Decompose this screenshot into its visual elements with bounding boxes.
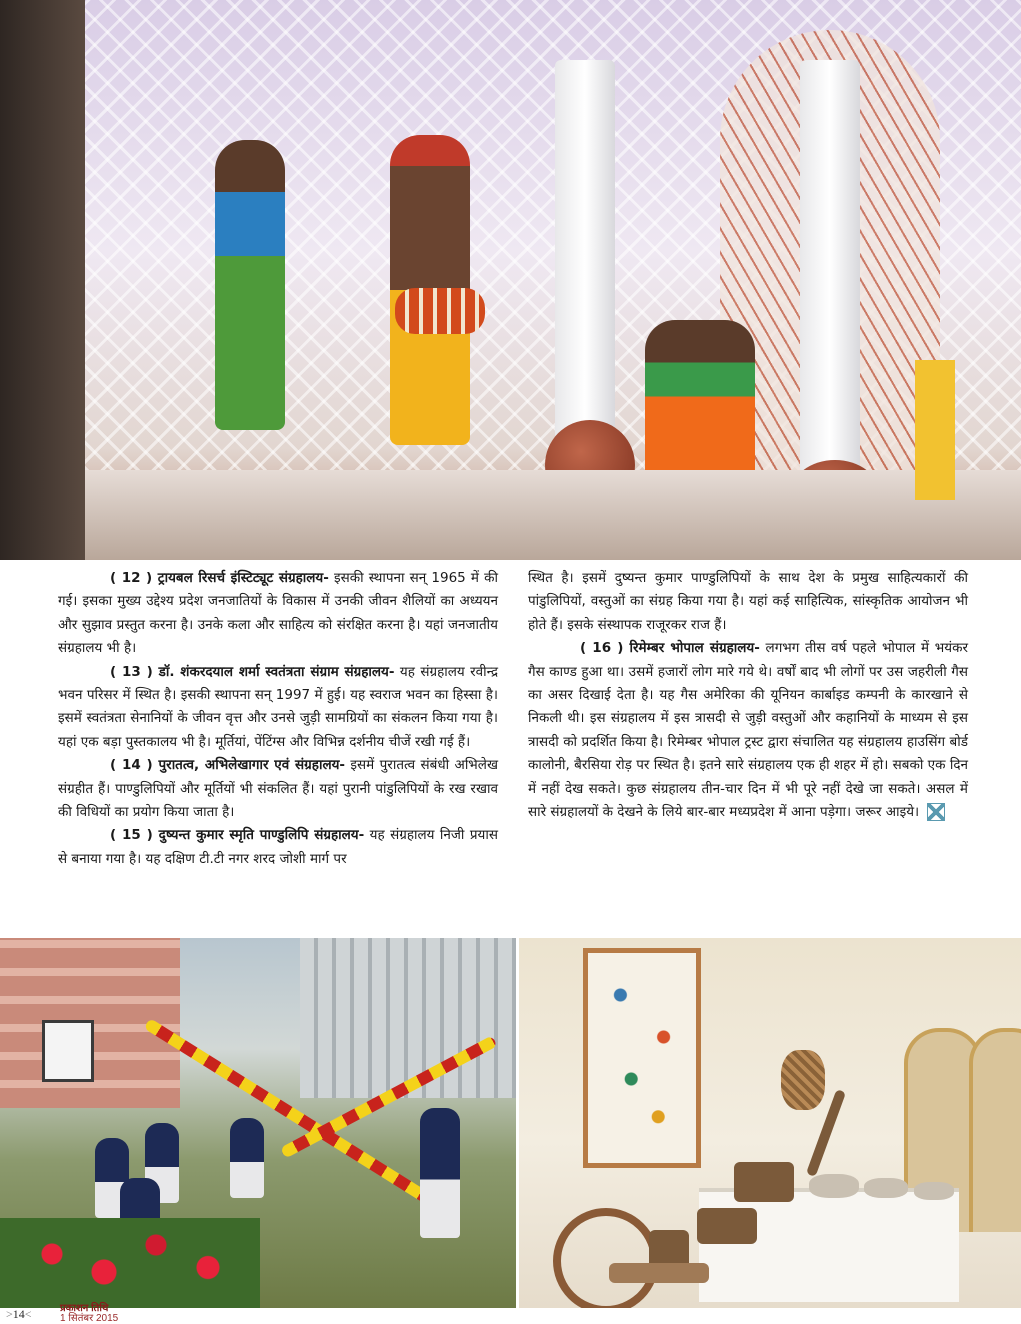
museum-text-15: यह संग्रहालय निजी प्रयास से बनाया गया है। यह दक्षिण टी.टी नगर शरद जोशी मार्ग पर [58, 827, 498, 867]
photo-figure-woman [215, 140, 285, 430]
photo-display-table [699, 1188, 959, 1302]
museum-heading-14: ( 14 ) पुरातत्व, अभिलेखागार एवं संग्रहालय- [110, 757, 346, 774]
photo-child [420, 1108, 460, 1238]
photo-figure-drum [395, 288, 485, 334]
museum-text-14: इसमें पुरातत्व संबंधी अभिलेख संग्रहीत हैं। पाण्डुलिपियों और मूर्तियों भी संकलित हैं। यहां पुरानी पांडुलिपियों के रख रखाव की विधियों का प्रयोग किया जाता है। [58, 757, 498, 821]
museum-text-13: यह संग्रहालय रवीन्द्र भवन परिसर में स्थित है। इसकी स्थापना सन् 1997 में हुई। यह स्वराज भवन का हिस्सा है। इसमें स्वतंत्रता सेनानियों के जीवन वृत्त और उनसे जुड़ी सामग्रियों का संकलन किया गया है। यहां एक बड़ा पुस्तकालय भी है। मूर्तियां, पेंटिंग्स और विभिन्न दर्शनीय चीजें रखी गई हैं। [58, 663, 499, 750]
publication-label: प्रकाशन तिथि [60, 1303, 109, 1314]
column-left [58, 567, 498, 871]
photo-grinding-stone [864, 1178, 908, 1198]
photo-figure-seated-woman [645, 320, 755, 490]
page-number: >14< [6, 1307, 32, 1321]
photo-carved-block [697, 1208, 757, 1244]
paragraph-12 [58, 567, 498, 661]
publication-info [60, 1304, 118, 1324]
photo-floor [85, 470, 1021, 560]
photo-tower-block [300, 938, 516, 1098]
photo-grinding-stone [809, 1174, 859, 1198]
photo-low-table [609, 1263, 709, 1283]
photo-pillar [800, 60, 860, 480]
page-footer [0, 1303, 1021, 1324]
photo-children-park [0, 938, 516, 1308]
photo-child [230, 1118, 264, 1198]
photo-doorway-arch [969, 1028, 1021, 1232]
page-number-value: 14 [12, 1307, 25, 1321]
paragraph-13 [58, 661, 498, 755]
museum-text-12: इसकी स्थापना सन् 1965 में की गई। इसका मुख्य उद्देश्य प्रदेश जनजातियों के विकास में उनकी जीवन शैलियों का अध्ययन और सुझाव प्रस्तुत करना है। उनके कला और साहित्य को संरक्षित करना है। यहां जनजातीय संग्रहालय भी है। [58, 570, 499, 657]
paragraph-16 [528, 637, 968, 824]
photo-wooden-stool [734, 1162, 794, 1202]
photo-spinning-wheel [553, 1208, 659, 1308]
photo-museum-artefacts [519, 938, 1021, 1308]
photo-placard [915, 360, 955, 500]
photo-pillar [555, 60, 615, 440]
paragraph-14 [58, 754, 498, 824]
photo-notice-board [42, 1020, 94, 1082]
photo-wall-basket [781, 1050, 825, 1110]
photo-wall-left [0, 0, 85, 560]
publication-date: 1 सितंबर 2015 [60, 1313, 119, 1324]
photo-grinding-stone [914, 1182, 954, 1200]
column-right [528, 567, 968, 824]
photo-tree-painting [583, 948, 701, 1168]
photo-flower-bed [0, 1218, 260, 1308]
article-body [58, 567, 993, 932]
photo-tribal-museum [0, 0, 1021, 560]
museum-heading-16: ( 16 ) रिमेम्बर भोपाल संग्रहालय- [580, 640, 760, 657]
paragraph-15 [58, 824, 498, 871]
museum-heading-15: ( 15 ) दुष्यन्त कुमार स्मृति पाण्डुलिपि संग्रहालय- [110, 827, 365, 844]
museum-text-16: लगभग तीस वर्ष पहले भोपाल में भयंकर गैस काण्ड हुआ था। उसमें हजारों लोग मारे गये थे। वर्षों बाद भी लोगों पर उस जहरीली गैस का असर दिखाई देता है। यह गैस अमेरिका की यूनियन कार्बाइड कम्पनी के कारखाने से निकली थी। इस संग्रहालय में इस त्रासदी से जुड़ी वस्तुओं और कहानियों के माध्यम से इस त्रासदी को प्रदर्शित किया है। रिमेम्बर भोपाल ट्रस्ट द्वारा संचालित यह संग्रहालय हाउसिंग बोर्ड कालोनी, बैरसिया रोड़ पर स्थित है। इतने सारे संग्रहालय एक ही शहर में हो। सबको एक दिन में नहीं देख सकते। कुछ संग्रहालय तीन-चार दिन में भी पूरे नहीं देखे जा सकते। असल में सारे संग्रहालयों के देखने के लिये बार-बार मध्यप्रदेश में आना पड़ेगा। जरूर आइये। [528, 640, 968, 821]
museum-heading-13: ( 13 ) डॉ. शंकरदयाल शर्मा स्वतंत्रता संग्राम संग्रहालय- [110, 663, 395, 680]
article-end-mark-icon [927, 803, 945, 821]
museum-heading-12: ( 12 ) ट्रायबल रिसर्च इंस्टिट्यूट संग्रहालय- [110, 570, 329, 586]
paragraph-15-continued: स्थित है। इसमें दुष्यन्त कुमार पाण्डुलिपियों के साथ देश के प्रमुख साहित्यकारों की पांडुलिपियों, वस्तुओं का संग्रह किया गया है। यहां कई साहित्यिक, सांस्कृतिक आयोजन भी होते हैं। इसके संस्थापक राजूरकर राज हैं। [528, 570, 968, 633]
